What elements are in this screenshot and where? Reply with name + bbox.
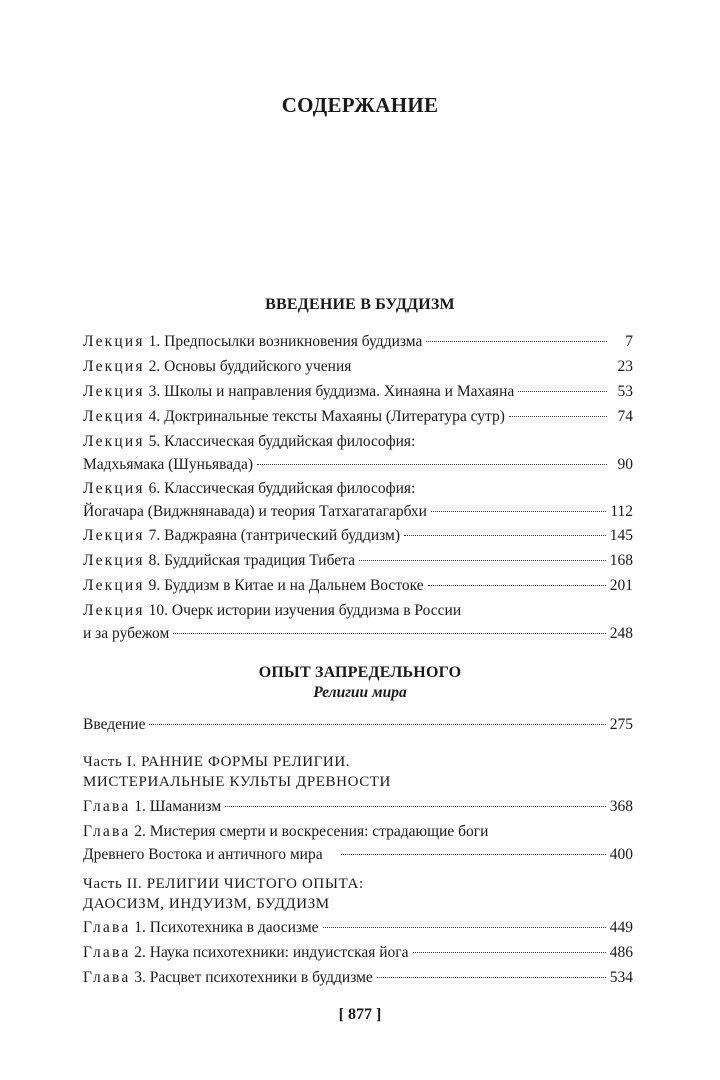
toc-entry[interactable]: Глава 1. Психотехника в даосизме 449 [83,916,633,939]
page-number: 53 [617,383,633,400]
page-number: 74 [617,408,633,425]
toc-entry[interactable]: Лекция 10. Очерк истории изучения буддизма в России и за рубежом 248 [83,599,633,645]
section-heading-buddhism: ВВЕДЕНИЕ В БУДДИЗМ [265,296,455,313]
part-heading-line: Часть II. РЕЛИГИИ ЧИСТОГО ОПЫТА: [83,876,364,892]
toc-entry[interactable]: Лекция 3. Школы и направления буддизма. Хинаяна и Махаяна 53 [83,380,633,403]
page-folio: [ 877 ] [338,1006,382,1023]
page-number: 145 [609,527,633,544]
toc-entry[interactable]: Лекция 1. Предпосылки возникновения буддизма 7 [83,330,633,353]
toc-entry[interactable]: Глава 2. Мистерия смерти и воскресения: страдающие боги Древнего Востока и античного мира 400 [83,820,633,866]
toc-entry[interactable]: Лекция 6. Классическая буддийская философия: Йогачара (Виджнянавада) и теория Татхагатагарбхи 112 [83,477,633,523]
page-title: СОДЕРЖАНИЕ [281,93,439,117]
page-number: 248 [609,625,633,642]
part-heading-1 [83,752,633,792]
section-subtitle: Религии мира [313,684,407,701]
toc-entry[interactable]: Лекция 5. Классическая буддийская философия: Мадхьямака (Шуньявада) 90 [83,430,633,476]
page-number: 400 [609,846,633,863]
toc-entry[interactable]: Лекция 9. Буддизм в Китае и на Дальнем Востоке 201 [83,574,633,597]
page-number: 201 [609,577,633,594]
section-heading-beyond: ОПЫТ ЗАПРЕДЕЛЬНОГО [258,664,462,681]
page-number: 90 [617,456,633,473]
page-number: 368 [609,798,633,815]
page-number: 168 [609,552,633,569]
page-number: 112 [610,503,633,520]
page-number: 534 [609,969,633,986]
page-number: 23 [617,358,633,375]
page-number: 275 [609,716,633,733]
toc-entry[interactable]: Лекция 8. Буддийская традиция Тибета 168 [83,549,633,572]
part-heading-line: ДАОСИЗМ, ИНДУИЗМ, БУДДИЗМ [83,896,330,912]
toc-entry[interactable]: Введение 275 [83,713,633,736]
toc-entry[interactable]: Глава 1. Шаманизм 368 [83,795,633,818]
toc-entry[interactable]: Глава 3. Расцвет психотехники в буддизме 534 [83,966,633,989]
toc-entry[interactable]: Лекция 2. Основы буддийского учения 23 [83,355,633,378]
page-number: 7 [625,333,633,350]
toc-entry[interactable]: Лекция 4. Доктринальные тексты Махаяны (Литература сутр) 74 [83,405,633,428]
page-number: 449 [609,919,633,936]
toc-entry[interactable]: Лекция 7. Ваджраяна (тантрический буддизм) 145 [83,524,633,547]
part-heading-line: Часть I. РАННИЕ ФОРМЫ РЕЛИГИИ. [83,754,351,770]
toc-entry[interactable]: Глава 2. Наука психотехники: индуистская йога 486 [83,941,633,964]
part-heading-line: МИСТЕРИАЛЬНЫЕ КУЛЬТЫ ДРЕВНОСТИ [83,774,391,790]
part-heading-2 [83,874,633,914]
page-number: 486 [609,944,633,961]
